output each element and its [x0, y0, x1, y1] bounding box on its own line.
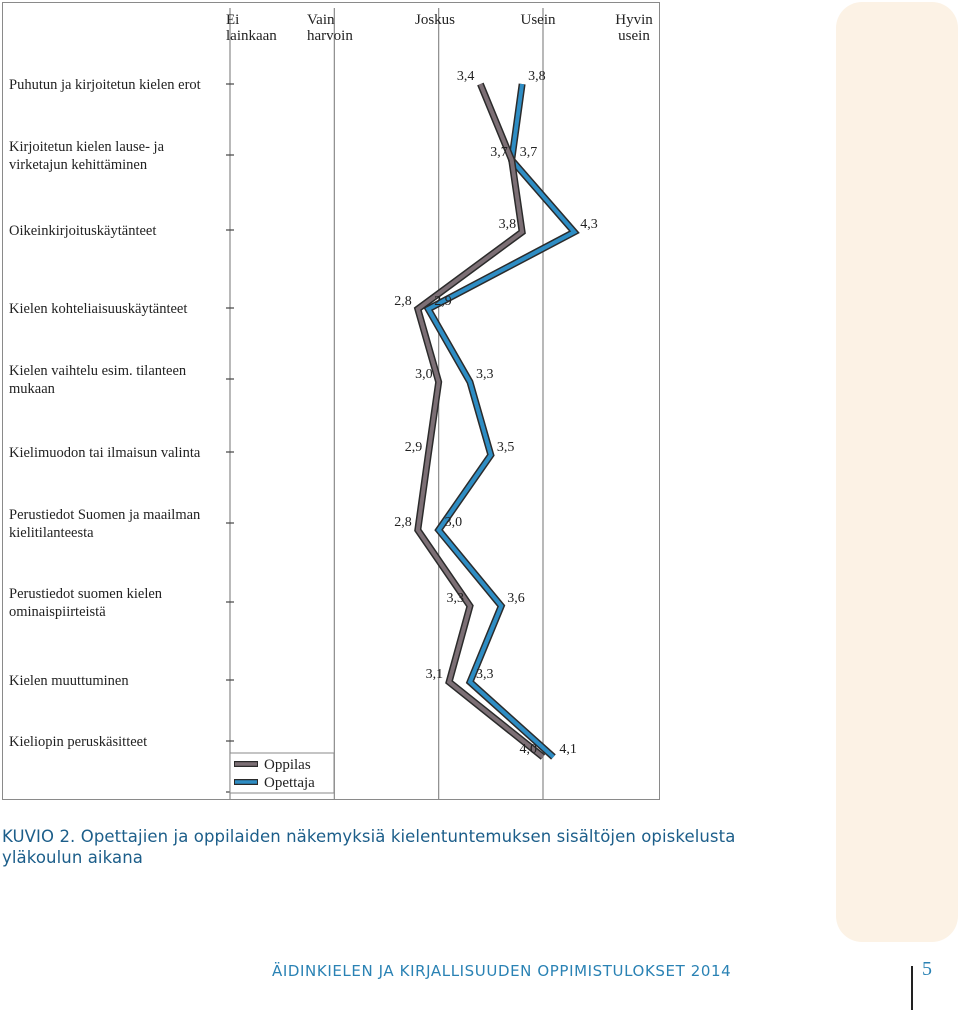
data-label-oppilas: 3,0 [415, 367, 433, 382]
data-label-opettaja: 3,6 [507, 591, 525, 606]
legend-label-opettaja: Opettaja [264, 775, 315, 791]
data-label-opettaja: 2,9 [434, 294, 452, 309]
data-label-oppilas: 2,8 [394, 294, 412, 309]
category-label: Kieliopin peruskäsitteet [9, 734, 148, 750]
data-label-opettaja: 3,3 [475, 367, 494, 382]
data-label-oppilas: 3,3 [446, 591, 464, 606]
scale-label: Usein [520, 12, 556, 28]
data-label-opettaja: 3,0 [444, 515, 463, 530]
footer-divider [911, 966, 913, 1010]
scale-label: Ei lainkaan [226, 12, 277, 44]
category-label: Kielen muuttuminen [9, 673, 129, 689]
data-label-opettaja: 3,7 [519, 145, 538, 160]
scale-label: Vain harvoin [307, 12, 353, 44]
category-label: Perustiedot suomen kielen ominaispiirteistä [9, 586, 163, 620]
category-label: Kielen kohteliaisuuskäytänteet [9, 301, 188, 317]
data-label-oppilas: 3,4 [456, 69, 475, 84]
category-label: Kielimuodon tai ilmaisun valinta [9, 445, 201, 461]
data-label-opettaja: 4,1 [559, 742, 577, 757]
data-label-oppilas: 3,8 [498, 217, 517, 232]
series-outline-opettaja [425, 84, 574, 757]
page-number: 5 [922, 958, 932, 980]
data-label-opettaja: 3,8 [528, 69, 546, 84]
figure-caption [2, 826, 782, 868]
side-panel-decoration [836, 2, 958, 942]
data-label-oppilas: 3,7 [490, 145, 508, 160]
series-line-opettaja [425, 84, 574, 757]
data-label-oppilas: 4,0 [519, 742, 537, 757]
scale-label: Joskus [414, 12, 456, 28]
data-label-opettaja: 3,3 [475, 667, 494, 682]
category-label: Puhutun ja kirjoitetun kielen erot [9, 77, 201, 93]
scale-label: Hyvin usein [615, 12, 653, 44]
caption-label: KUVIO 2. [2, 827, 76, 846]
category-label: Oikeinkirjoituskäytänteet [9, 223, 157, 239]
data-label-opettaja: 4,3 [580, 217, 598, 232]
data-label-oppilas: 2,8 [394, 515, 412, 530]
category-label: Kirjoitetun kielen lause- ja virketajun kehittäminen [9, 139, 165, 173]
data-label-opettaja: 3,5 [496, 440, 515, 455]
data-label-oppilas: 3,1 [425, 667, 444, 682]
footer-title: ÄIDINKIELEN JA KIRJALLISUUDEN OPPIMISTULOKSET 2014 [272, 962, 732, 980]
category-label: Kielen vaihtelu esim. tilanteen mukaan [9, 363, 187, 397]
legend-label-oppilas: Oppilas [264, 757, 311, 773]
caption-text: Opettajien ja oppilaiden näkemyksiä kielentuntemuksen sisältöjen opiskelusta yläkoulun aikana [2, 827, 736, 867]
data-label-oppilas: 2,9 [404, 440, 423, 455]
category-label: Perustiedot Suomen ja maailman kielitilanteesta [9, 507, 201, 541]
